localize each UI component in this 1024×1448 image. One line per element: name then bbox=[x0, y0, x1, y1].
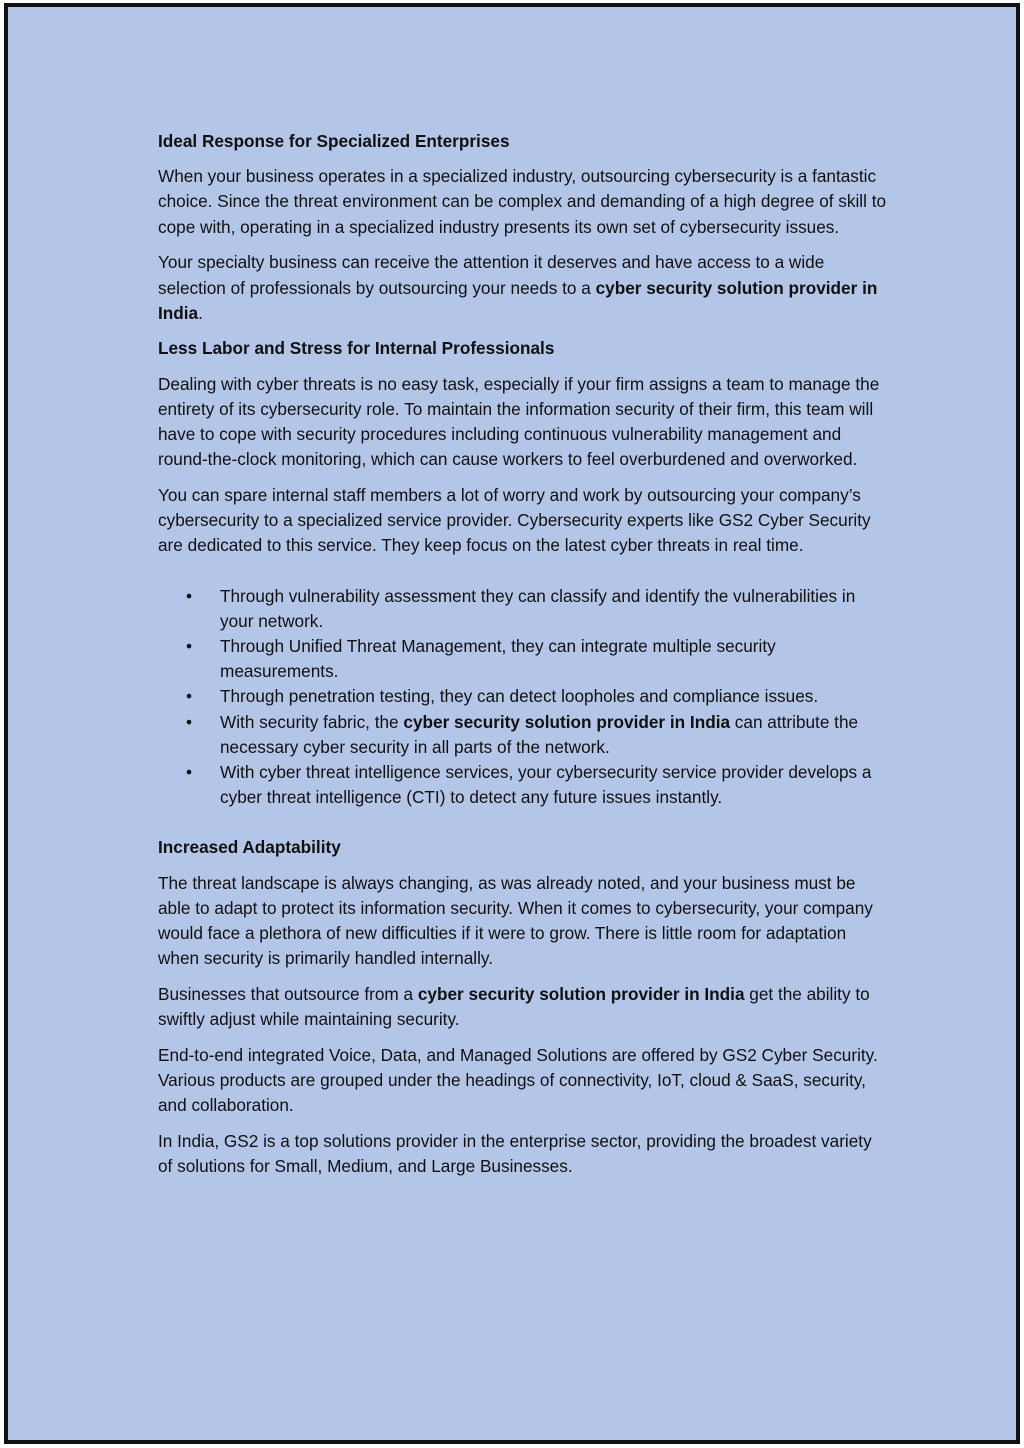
document-page bbox=[4, 3, 1020, 1444]
paragraph-spare-staff: You can spare internal staff members a lot of worry and work by outsourcing your company’s cybersecurity to a specialized service provider. Cybersecurity experts like GS2 Cyber Security are dedicated to this service. They keep focus on the latest cyber threats in real time. bbox=[158, 484, 871, 556]
document-body bbox=[158, 129, 888, 1190]
list-item-text: Through penetration testing, they can detect loopholes and compliance issues. bbox=[220, 686, 819, 707]
list-item-text: With cyber threat intelligence services, your cybersecurity service provider develops a cyber threat intelligence (CTI) to detect any future issues instantly. bbox=[220, 761, 872, 808]
list-item-text: Through vulnerability assessment they can classify and identify the vulnerabilities in your network. bbox=[220, 585, 856, 631]
bullet-icon: • bbox=[186, 711, 193, 732]
bullet-icon: • bbox=[186, 585, 193, 606]
paragraph-specialized-industry: When your business operates in a specialized industry, outsourcing cybersecurity is a fantastic choice. Since the threat environment can be complex and demanding of a high degree of skill to cope with, operating in a specialized industry presents its own set of cybersecurity issues. bbox=[158, 166, 887, 237]
bullet-icon: • bbox=[186, 635, 193, 656]
paragraph-outsource-businesses bbox=[158, 982, 888, 1032]
bullet-icon: • bbox=[186, 686, 193, 707]
list-item bbox=[186, 760, 888, 810]
heading-less-labor: Less Labor and Stress for Internal Professionals bbox=[158, 338, 555, 359]
paragraph-text: Your specialty business can receive the attention it deserves and have access to a wide selection of professionals by outsourcing your needs to a bbox=[158, 252, 825, 298]
bold-keyword: cyber security solution provider in India bbox=[417, 983, 745, 1004]
paragraph-text: . bbox=[198, 302, 203, 323]
list-item-text: Through Unified Threat Management, they can integrate multiple security measurements. bbox=[220, 635, 776, 682]
list-item bbox=[186, 684, 888, 709]
paragraph-specialty-business bbox=[158, 250, 888, 326]
list-item bbox=[186, 710, 888, 760]
bold-keyword: cyber security solution provider in India bbox=[403, 711, 731, 732]
paragraph-text: Businesses that outsource from a bbox=[158, 983, 418, 1004]
paragraph-gs2-india: In India, GS2 is a top solutions provider in the enterprise sector, providing the broadest variety of solutions for Small, Medium, and Large Businesses. bbox=[158, 1130, 872, 1177]
paragraph-dealing-threats: Dealing with cyber threats is no easy task, especially if your firm assigns a team to manage the entirety of its cybersecurity role. To maintain the information security of their firm, this team will have to cope with security procedures including continuous vulnerability management and round-the-clock monitoring, which can cause workers to feel overburdened and overworked. bbox=[158, 373, 880, 470]
list-item-text: can attribute the necessary cyber security in all parts of the network. bbox=[220, 711, 859, 757]
bullet-list bbox=[158, 584, 888, 811]
list-item bbox=[186, 584, 888, 634]
list-item-text: With security fabric, the bbox=[220, 711, 404, 732]
paragraph-text: get the ability to swiftly adjust while maintaining security. bbox=[158, 983, 870, 1030]
heading-increased-adaptability: Increased Adaptability bbox=[158, 837, 341, 858]
bullet-icon: • bbox=[186, 761, 193, 782]
paragraph-end-to-end: End-to-end integrated Voice, Data, and Managed Solutions are offered by GS2 Cyber Security. Various products are grouped under the headings of connectivity, IoT, cloud & SaaS, security, and collaboration. bbox=[158, 1044, 878, 1116]
heading-ideal-response: Ideal Response for Specialized Enterprises bbox=[158, 131, 510, 151]
list-item bbox=[186, 634, 888, 684]
paragraph-threat-landscape: The threat landscape is always changing, as was already noted, and your business must be able to adapt to protect its information security. When it comes to cybersecurity, your company would face a plethora of new difficulties if it were to grow. There is little room for adaptation when security is primarily handled internally. bbox=[158, 872, 873, 969]
bold-keyword: cyber security solution provider in India bbox=[158, 277, 878, 323]
